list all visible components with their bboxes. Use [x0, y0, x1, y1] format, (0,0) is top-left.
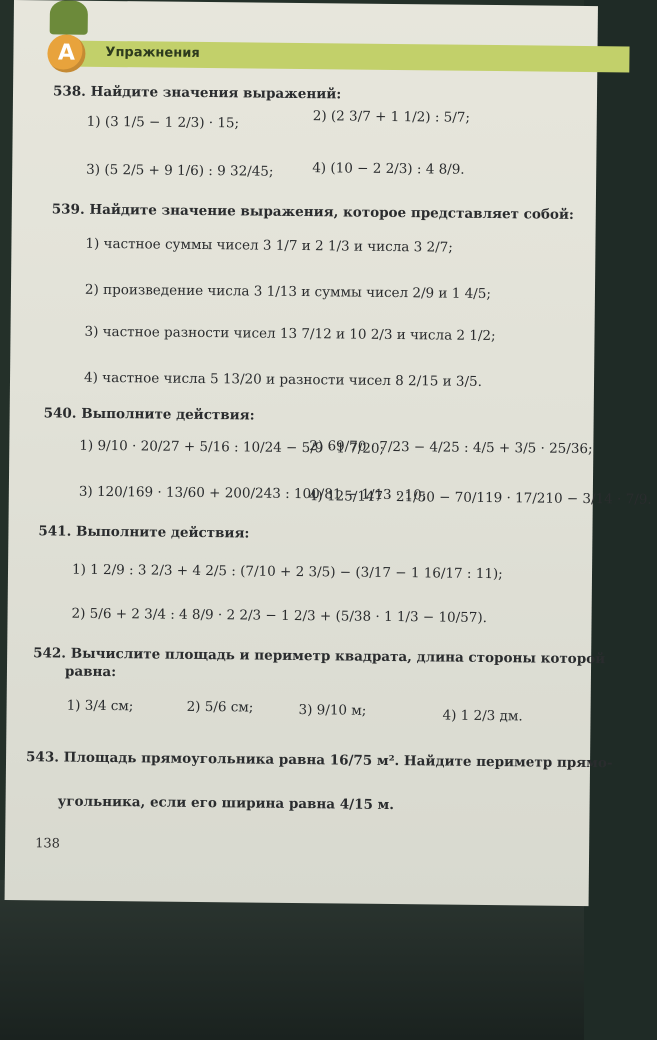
exercise-540-item-4: 4) 125/147 · 21/50 − 70/119 · 17/210 − 3/14 · 7/9. [308, 488, 652, 508]
exercise-542-item-3: 3) 9/10 м; [298, 702, 367, 719]
exercise-540-item-2: 2) 69/70 · 7/23 − 4/25 : 4/5 + 3/5 · 25/36; [309, 438, 593, 458]
exercise-538-item-1: 1) (3 1/5 − 1 2/3) · 15; [86, 113, 240, 132]
exercise-543-line-2: угольника, если его ширина равна 4/15 м. [57, 793, 395, 814]
exercise-539-title: 539. Найдите значение выражения, которое представляет собой: [51, 201, 574, 223]
exercise-543-line-1: 543. Площадь прямоугольника равна 16/75 м². Найдите периметр прямо- [25, 749, 613, 772]
exercise-539-item-2: 2) произведение числа 3 1/13 и суммы чисел 2/9 и 1 4/5; [84, 281, 491, 303]
section-badge: A [47, 34, 85, 72]
page-number: 138 [35, 836, 61, 852]
corner-decoration-icon [50, 0, 88, 34]
exercise-540-title: 540. Выполните действия: [43, 405, 255, 424]
exercise-542-title-cont: равна: [64, 663, 117, 681]
exercise-542-item-2: 2) 5/6 см; [186, 698, 254, 716]
exercise-540-item-1: 1) 9/10 · 20/27 + 5/16 : 10/24 − 5/9 · 1 7/20; [79, 437, 385, 457]
exercise-542-item-4: 4) 1 2/3 дм. [442, 707, 523, 725]
exercise-538-title [53, 82, 341, 103]
exercise-541-item-2: 2) 5/6 + 2 3/4 : 4 8/9 · 2 2/3 − 1 2/3 + (5/38 · 1 1/3 − 10/57). [71, 605, 488, 626]
exercise-542-title: 542. Вычислите площадь и периметр квадрата, длина стороны которой [33, 645, 606, 668]
exercise-538-title-text: 538. Найдите значения выражений: [52, 83, 342, 103]
exercise-539-item-3: 3) частное разности чисел 13 7/12 и 10 2/3 и числа 2 1/2; [84, 323, 496, 345]
exercise-538-item-4: 4) (10 − 2 2/3) : 4 8/9. [312, 160, 465, 178]
exercise-539-item-4: 4) частное числа 5 13/20 и разности чисел 8 2/15 и 3/5. [83, 369, 483, 390]
textbook-page [5, 0, 652, 906]
exercise-541-item-1: 1) 1 2/9 : 3 2/3 + 4 2/5 : (7/10 + 2 3/5) − (3/17 − 1 16/17 : 11); [71, 561, 503, 583]
exercise-538-item-2: 2) (2 3/7 + 1 1/2) : 5/7; [312, 108, 471, 126]
section-title: Упражнения [105, 44, 200, 61]
exercise-538-item-3: 3) (5 2/5 + 9 1/6) : 9 32/45; [86, 161, 274, 180]
exercise-540-item-3: 3) 120/169 · 13/60 + 200/243 : 100/81 − 1/13 · 10; [78, 483, 427, 504]
exercise-542-item-1: 1) 3/4 см; [66, 697, 134, 715]
exercise-539-item-1: 1) частное суммы чисел 3 1/7 и 2 1/3 и числа 3 2/7; [85, 235, 453, 256]
exercise-541-title: 541. Выполните действия: [38, 523, 250, 542]
